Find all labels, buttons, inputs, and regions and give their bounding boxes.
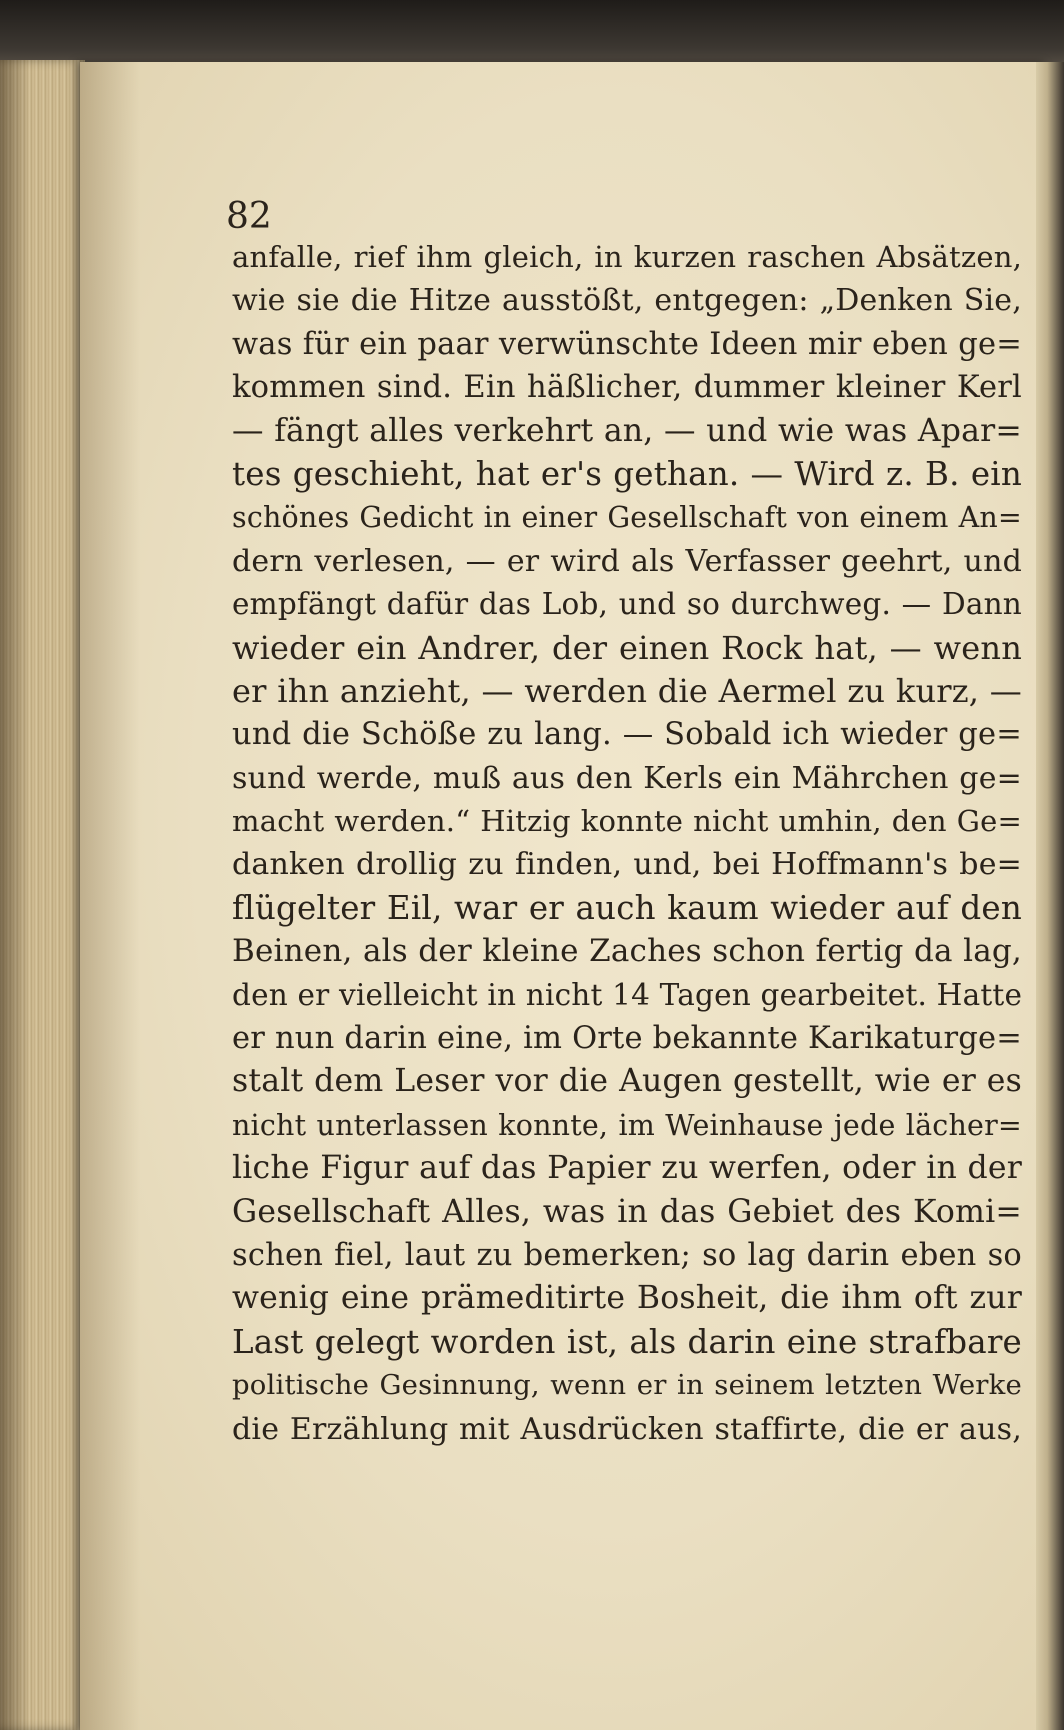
text-line: dern verlesen, — er wird als Verfasser geehrt, und	[232, 543, 1022, 579]
body-text	[232, 236, 1022, 1451]
text-line: schönes Gedicht in einer Gesellschaft von einem An=	[232, 501, 1022, 535]
text-line: liche Figur auf das Papier zu werfen, oder in der	[232, 1150, 1022, 1187]
text-line: Beinen, als der kleine Zaches schon fertig da lag,	[232, 933, 1022, 970]
text-line: kommen sind. Ein häßlicher, dummer kleiner Kerl	[232, 370, 1022, 406]
book-cover-edge	[0, 0, 1064, 70]
text-line: er nun darin eine, im Orte bekannte Karikaturge=	[232, 1021, 1022, 1057]
text-line: sund werde, muß aus den Kerls ein Mährchen ge=	[232, 760, 1022, 796]
text-line: den er vielleicht in nicht 14 Tagen gearbeitet. Hatte	[232, 977, 1023, 1012]
text-line: flügelter Eil, war er auch kaum wieder auf den	[232, 888, 1022, 927]
text-line: danken drollig zu finden, und, bei Hoffmann's be=	[232, 847, 1022, 883]
text-line: wenig eine prämeditirte Bosheit, die ihm oft zur	[232, 1280, 1022, 1317]
text-line: tes geschieht, hat er's gethan. — Wird z. B. ein	[232, 454, 1022, 493]
text-line: und die Schöße zu lang. — Sobald ich wieder ge=	[232, 717, 1022, 753]
right-cover-edge	[1036, 62, 1064, 1730]
text-line: die Erzählung mit Ausdrücken staffirte, die er aus,	[232, 1411, 1022, 1447]
text-line: nicht unterlassen konnte, im Weinhause jede lächer=	[232, 1108, 1022, 1142]
text-line: politische Gesinnung, wenn er in seinem letzten Werke	[232, 1369, 1022, 1402]
text-line: anfalle, rief ihm gleich, in kurzen raschen Absätzen,	[232, 240, 1022, 274]
page-gutter-shadow	[80, 62, 140, 1730]
text-line: stalt dem Leser vor die Augen gestellt, wie er es	[232, 1063, 1022, 1100]
text-line: Last gelegt worden ist, als darin eine strafbare	[232, 1322, 1022, 1361]
text-line: empfängt dafür das Lob, und so durchweg. — Dann	[232, 587, 1022, 622]
page-stack-shadow	[0, 60, 30, 1730]
text-line: schen fiel, laut zu bemerken; so lag darin eben so	[232, 1237, 1022, 1273]
text-line: was für ein paar verwünschte Ideen mir eben ge=	[232, 326, 1022, 362]
text-line: wie sie die Hitze ausstößt, entgegen: „Denken Sie,	[232, 283, 1022, 319]
text-line: Gesellschaft Alles, was in das Gebiet des Komi=	[232, 1193, 1022, 1230]
text-line: — fängt alles verkehrt an, — und wie was Apar=	[232, 412, 1022, 449]
text-line: er ihn anzieht, — werden die Aermel zu kurz, —	[232, 671, 1022, 710]
text-line: macht werden.“ Hitzig konnte nicht umhin, den Ge=	[232, 804, 1022, 839]
text-line: wieder ein Andrer, der einen Rock hat, — wenn	[232, 628, 1022, 667]
page-number: 82	[226, 196, 272, 237]
